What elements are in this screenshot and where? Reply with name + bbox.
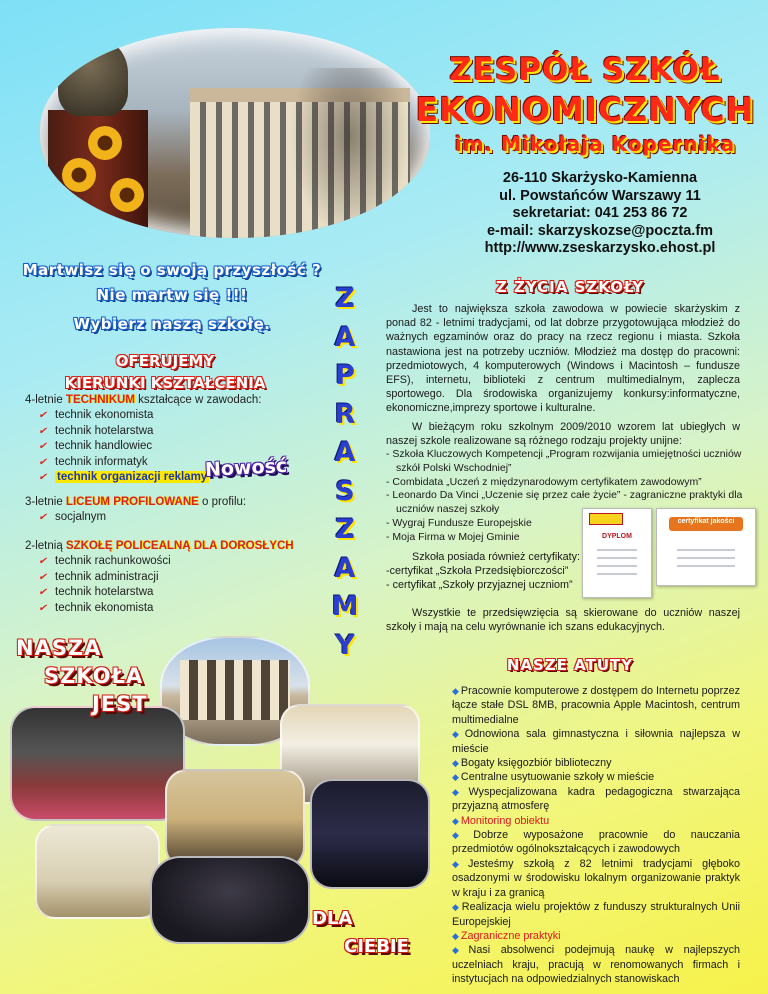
liceum-label: LICEUM PROFILOWANE <box>65 496 199 508</box>
sunflower-icon <box>110 178 144 212</box>
address-postal: 26-110 Skarżysko-Kamienna <box>502 170 698 186</box>
invite-letter: M <box>331 591 359 622</box>
technikum-suffix: kształcące w zawodach: <box>134 394 262 406</box>
list-item: ✔ technik administracji <box>39 570 325 586</box>
prom-dance-photo <box>150 856 310 944</box>
list-item: - Wygraj Fundusze Europejskie <box>386 516 532 529</box>
list-item: ◆ Pracownie komputerowe z dostępem do Internetu poprzez łącze stałe DSL 8MB, pracownia Apple Macintosh, centrum multimedialne <box>452 684 740 727</box>
quality-certificate-image <box>656 508 756 586</box>
advantages-heading: NASZE ATUTY <box>506 656 634 674</box>
certificates-section <box>386 550 586 593</box>
invite-letter: Y <box>335 629 355 661</box>
liceum-suffix: o profilu: <box>198 496 247 508</box>
list-item: ◆ Odnowiona sala gimnastyczna i siłownia najlepsza w mieście <box>452 727 740 756</box>
invite-letter: A <box>334 552 356 584</box>
collage-word-dla: DLA <box>312 908 353 929</box>
address-website[interactable]: http://www.zseskarzysko.ehost.pl <box>484 240 716 256</box>
worry-slogan <box>12 258 332 337</box>
list-item: ✔ technik rachunkowości <box>39 554 325 570</box>
offer-heading <box>30 350 300 394</box>
address-email[interactable]: e-mail: skarzyskozse@poczta.fm <box>486 222 714 239</box>
school-photo <box>40 28 430 238</box>
school-life-intro <box>386 302 740 416</box>
list-item: - Moja Firma w Mojej Gminie <box>386 530 520 543</box>
certificates-intro: Szkoła posiada również certyfikaty: <box>412 551 581 563</box>
summary-paragraph <box>386 606 740 634</box>
policealna-label: SZKOŁĘ POLICEALNĄ DLA DOROSŁYCH <box>65 540 294 552</box>
invite-letter: S <box>335 475 355 507</box>
school-life-paragraph: Jest to największa szkoła zawodowa w powiecie skarżyskim z ponad 82 - letnimi tradycjami, od lat dobrze przygotowująca młodzież do ważnych egzaminów oraz do pracy na rzecz regionu i miasta. Szkoła nastawiona jest na potrzeby uczniów. Młodzież ma dostęp do pracowni: przedmiotowych, 4 komputerowych (Windows i Macintosh – fundusze EFS), internetu, biblioteki z centrum multimedialnym, zaplecza sportowego. Dla środowiska organizujemy konkursy:informatyczne, ekonomiczne,imprezy sportowe i kulturalne. <box>386 303 740 415</box>
policealna-intro <box>25 540 325 552</box>
policealna-prefix: 2-letnią <box>25 540 66 552</box>
invite-letter: Z <box>335 514 355 545</box>
list-item: - Leonardo Da Vinci „Uczenie się przez całe życie” - zagraniczne praktyki dla <box>386 489 743 502</box>
list-item: ◆ Monitoring obiektu <box>452 814 740 828</box>
technikum-label: TECHNIKUM <box>65 394 135 406</box>
collage-word-1: NASZA <box>16 636 102 660</box>
collage-word-ciebie: CIEBIE <box>344 936 409 957</box>
diploma-label: DYPLOM <box>602 533 632 540</box>
list-item: - Szkoła Kluczowych Kompetencji „Program rozwijania umiejętności uczniów <box>386 448 742 460</box>
seminar-photo <box>165 769 305 869</box>
slogan-line: Martwisz się o swoją przyszłość ? <box>22 261 322 279</box>
list-item: ◆ Dobrze wyposażone pracownie do nauczania przedmiotów ogólnokształcących i zawodowych <box>452 828 740 857</box>
offer-heading-line: OFERUJEMY <box>115 352 215 370</box>
list-item: ✔ technik ekonomista <box>39 408 325 424</box>
list-item: ◆ Zagraniczne praktyki <box>452 929 740 943</box>
copernicus-bust <box>58 38 128 116</box>
list-item: uczniów naszej szkoły <box>396 503 500 516</box>
liceum-intro <box>25 496 325 508</box>
list-item: ✔ technik hotelarstwa <box>39 585 325 601</box>
sunflower-icon <box>88 126 122 160</box>
list-item: szkół Polski Wschodniej” <box>396 461 512 474</box>
address-street: ul. Powstańców Warszawy 11 <box>499 187 701 204</box>
policealna-section <box>25 540 325 616</box>
list-item: ◆ Centralne usytuowanie szkoły w mieście <box>452 770 740 784</box>
offer-heading-line: KIERUNKI KSZTAŁCENIA <box>64 374 266 392</box>
list-item: ◆ Bogaty księgozbiór biblioteczny <box>452 756 740 770</box>
policealna-list <box>39 554 325 616</box>
technikum-prefix: 4-letnie <box>25 394 66 406</box>
liceum-list <box>39 510 325 526</box>
address-block <box>440 170 760 258</box>
list-item: ✔ technik hotelarstwa <box>39 424 325 440</box>
certificate-label: certyfikat jakości <box>677 518 735 525</box>
collage-word-3: JEST <box>92 692 148 716</box>
list-item: ✔ technik handlowiec <box>39 439 325 455</box>
liceum-prefix: 3-letnie <box>25 496 66 508</box>
projects-intro <box>386 420 740 448</box>
slogan-line: Wybierz naszą szkołę. <box>73 315 271 333</box>
list-item: ✔ technik ekonomista <box>39 601 325 617</box>
stage-performance-photo <box>10 706 185 821</box>
invite-letter: A <box>334 321 356 353</box>
list-item: ◆ Jesteśmy szkołą z 82 letnimi tradycjami głęboko osadzonymi w środowisku lokalnym organizowanie praktyk w kraju i za granicą <box>452 857 740 900</box>
list-item: ◆ Wyspecjalizowana kadra pedagogiczna stwarzająca przyjazną atmosferę <box>452 785 740 814</box>
liceum-section <box>25 496 325 526</box>
certificate-item: - certyfikat „Szkoły przyjaznej uczniom” <box>386 579 573 592</box>
invite-letter: R <box>334 398 356 430</box>
invite-letter: A <box>334 437 356 468</box>
list-item: ◆ Realizacja wielu projektów z funduszy strukturalnych Unii Europejskiej <box>452 900 740 929</box>
school-life-heading: Z ŻYCIA SZKOŁY <box>495 278 645 296</box>
diploma-badge <box>589 513 623 525</box>
list-item: ✔ socjalnym <box>39 510 325 526</box>
tree-image <box>290 68 410 238</box>
school-patron: im. Mikołaja Kopernika <box>454 132 736 156</box>
invite-vertical-word <box>330 280 360 665</box>
list-item: ◆ Nasi absolwenci podejmują naukę w najlepszych uczelniach kraju, pracują w renomowanych firmach i instytucjach na odpowiedzialnych stanowiskach <box>452 943 740 986</box>
slogan-line: Nie martw się !!! <box>96 286 248 304</box>
technikum-intro <box>25 394 325 406</box>
concert-photo <box>310 779 430 889</box>
summary-text: Wszystkie te przedsięwzięcia są skierowane do uczniów naszej szkoły i mają na celu wyrównanie ich szans edukacyjnych. <box>386 607 740 634</box>
invite-letter: Z <box>335 283 355 314</box>
diploma-image <box>582 508 652 598</box>
projects-paragraph: W bieżącym roku szkolnym 2009/2010 wzorem lat ubiegłych w naszej szkole realizowane są różnego rodzaju projekty unijne: <box>386 421 740 448</box>
advantages-list <box>452 684 740 987</box>
new-course-highlight: technik organizacji reklamy <box>57 471 208 483</box>
gym-photo <box>35 824 160 919</box>
certificate-item: -certyfikat „Szkoła Przedsiębiorczości” <box>386 565 569 578</box>
list-item: - Combidata „Uczeń z międzynarodowym certyfikatem zawodowym” <box>386 475 702 488</box>
new-badge: Nowość <box>204 454 288 482</box>
invite-letter: P <box>335 360 355 391</box>
collage-word-2: SZKOŁA <box>44 664 144 688</box>
school-title-line1: ZESPÓŁ SZKÓŁ <box>449 52 721 88</box>
list-item: ✔ technik informatyk <box>39 455 325 471</box>
address-phone: sekretariat: 041 253 86 72 <box>512 205 688 221</box>
school-title-line2: EKONOMICZNYCH <box>415 90 755 129</box>
sunflower-icon <box>62 158 96 192</box>
